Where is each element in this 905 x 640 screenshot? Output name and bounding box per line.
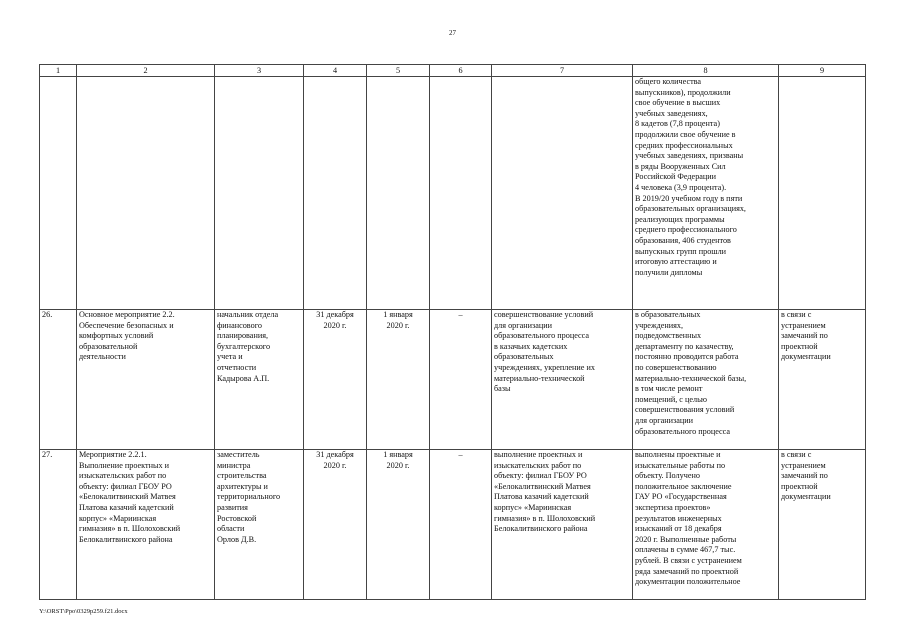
header-cell: 6 — [430, 65, 492, 77]
responsible: начальник отдела финансового планирования, бухгалтерского учета и отчетности Кадырова А.П. — [217, 310, 279, 383]
plan-date-cell — [304, 310, 367, 450]
plan-date: 31 декабря 2020 г. — [316, 310, 354, 330]
responsible: заместитель министра строительства архитектуры и территориального развития Ростовской области Орлов Д.В. — [217, 450, 281, 544]
event-name: Основное мероприятие 2.2. Обеспечение безопасных и комфортных условий образовательной деятельности — [79, 310, 175, 362]
header-cell: 3 — [215, 65, 304, 77]
event-name-cell — [77, 310, 215, 450]
actual-result: в образовательных учреждениях, подведомственных департаменту по казачеству, постоянно проводится работа по совершенствованию материально-технической базы, в том числе ремонт помещений, с целью совершенствования условий для организации образовательного процесса — [635, 310, 747, 436]
table-row-continuation — [40, 77, 866, 310]
table-cell — [215, 77, 304, 310]
responsible-cell — [215, 450, 304, 600]
reason-cell — [779, 450, 866, 600]
header-cell: 5 — [367, 65, 430, 77]
actual-result-cell — [633, 77, 779, 310]
row-number: 26. — [40, 310, 77, 450]
actual-result: выполнены проектные и изыскательные работы по объекту. Получено положительное заключение ГАУ РО «Государственная экспертиза проектов» результатов инженерных изысканий от 18 декабря 2020 г. Выполненные работы оплачены в сумме 467,7 тыс. рублей. В связи с устранением ряда замечаний по проектной документации положительное — [635, 450, 742, 587]
expected-result-cell — [492, 450, 633, 600]
actual-result-cell — [633, 310, 779, 450]
reason: в связи с устранением замечаний по проектной документации — [781, 450, 831, 502]
row-number: 27. — [40, 450, 77, 600]
header-cell: 1 — [40, 65, 77, 77]
start-date: 1 января 2020 г. — [383, 310, 413, 330]
col6-cell — [430, 310, 492, 450]
plan-date: 31 декабря 2020 г. — [316, 450, 354, 470]
table-cell — [40, 77, 77, 310]
expected-result-cell — [492, 310, 633, 450]
table-cell — [430, 77, 492, 310]
header-cell: 7 — [492, 65, 633, 77]
report-table — [39, 64, 866, 600]
responsible-cell — [215, 310, 304, 450]
reason: в связи с устранением замечаний по проектной документации — [781, 310, 831, 362]
table-cell — [492, 77, 633, 310]
header-cell: 4 — [304, 65, 367, 77]
expected-result: выполнение проектных и изыскательских работ по объекту: филиал ГБОУ РО «Белокалитвинский Матвея Платова казачий кадетский корпус» «Мариинская гимназия» в п. Шолоховский Белокалитвинского района — [494, 450, 596, 534]
expected-result: совершенствование условий для организации образовательного процесса в казачьих кадетских образовательных учреждениях, укрепление их материально-технической базы — [494, 310, 595, 394]
event-name: Мероприятие 2.2.1. Выполнение проектных и изыскательских работ по объекту: филиал ГБОУ РО «Белокалитвинский Матвея Платова казачий кадетский корпус» «Мариинская гимназия» в п. Шолоховский Белокалитвинского района — [79, 450, 181, 544]
table-cell — [304, 77, 367, 310]
actual-result-text: общего количества выпускников), продолжили свое обучение в высших учебных заведениях, 8 кадетов (7,8 процента) продолжили свое обучение в средних профессиональных учебных заведениях, призваны в ряды Вооруженных Сил Российской Федерации 4 человека (3,9 процента). В 2019/20 учебном году в пяти образовательных организациях, реализующих программы среднего профессионального образования, 406 студентов выпускных групп прошли итоговую аттестацию и получили дипломы — [635, 77, 746, 277]
table-cell — [779, 77, 866, 310]
start-date-cell — [367, 450, 430, 600]
event-name-cell — [77, 450, 215, 600]
table-cell — [367, 77, 430, 310]
header-cell: 8 — [633, 65, 779, 77]
start-date-cell — [367, 310, 430, 450]
file-path-footer: Y:\ORST\Ppo\0329p259.f21.docx — [39, 608, 128, 615]
table-cell — [77, 77, 215, 310]
col6-value: – — [458, 310, 463, 319]
table-row — [40, 450, 866, 600]
col6-value: – — [458, 450, 463, 459]
header-row — [40, 65, 866, 77]
actual-result-cell — [633, 450, 779, 600]
table-row — [40, 310, 866, 450]
plan-date-cell — [304, 450, 367, 600]
page-number: 27 — [449, 29, 456, 37]
header-cell: 9 — [779, 65, 866, 77]
start-date: 1 января 2020 г. — [383, 450, 413, 470]
reason-cell — [779, 310, 866, 450]
col6-cell — [430, 450, 492, 600]
header-cell: 2 — [77, 65, 215, 77]
